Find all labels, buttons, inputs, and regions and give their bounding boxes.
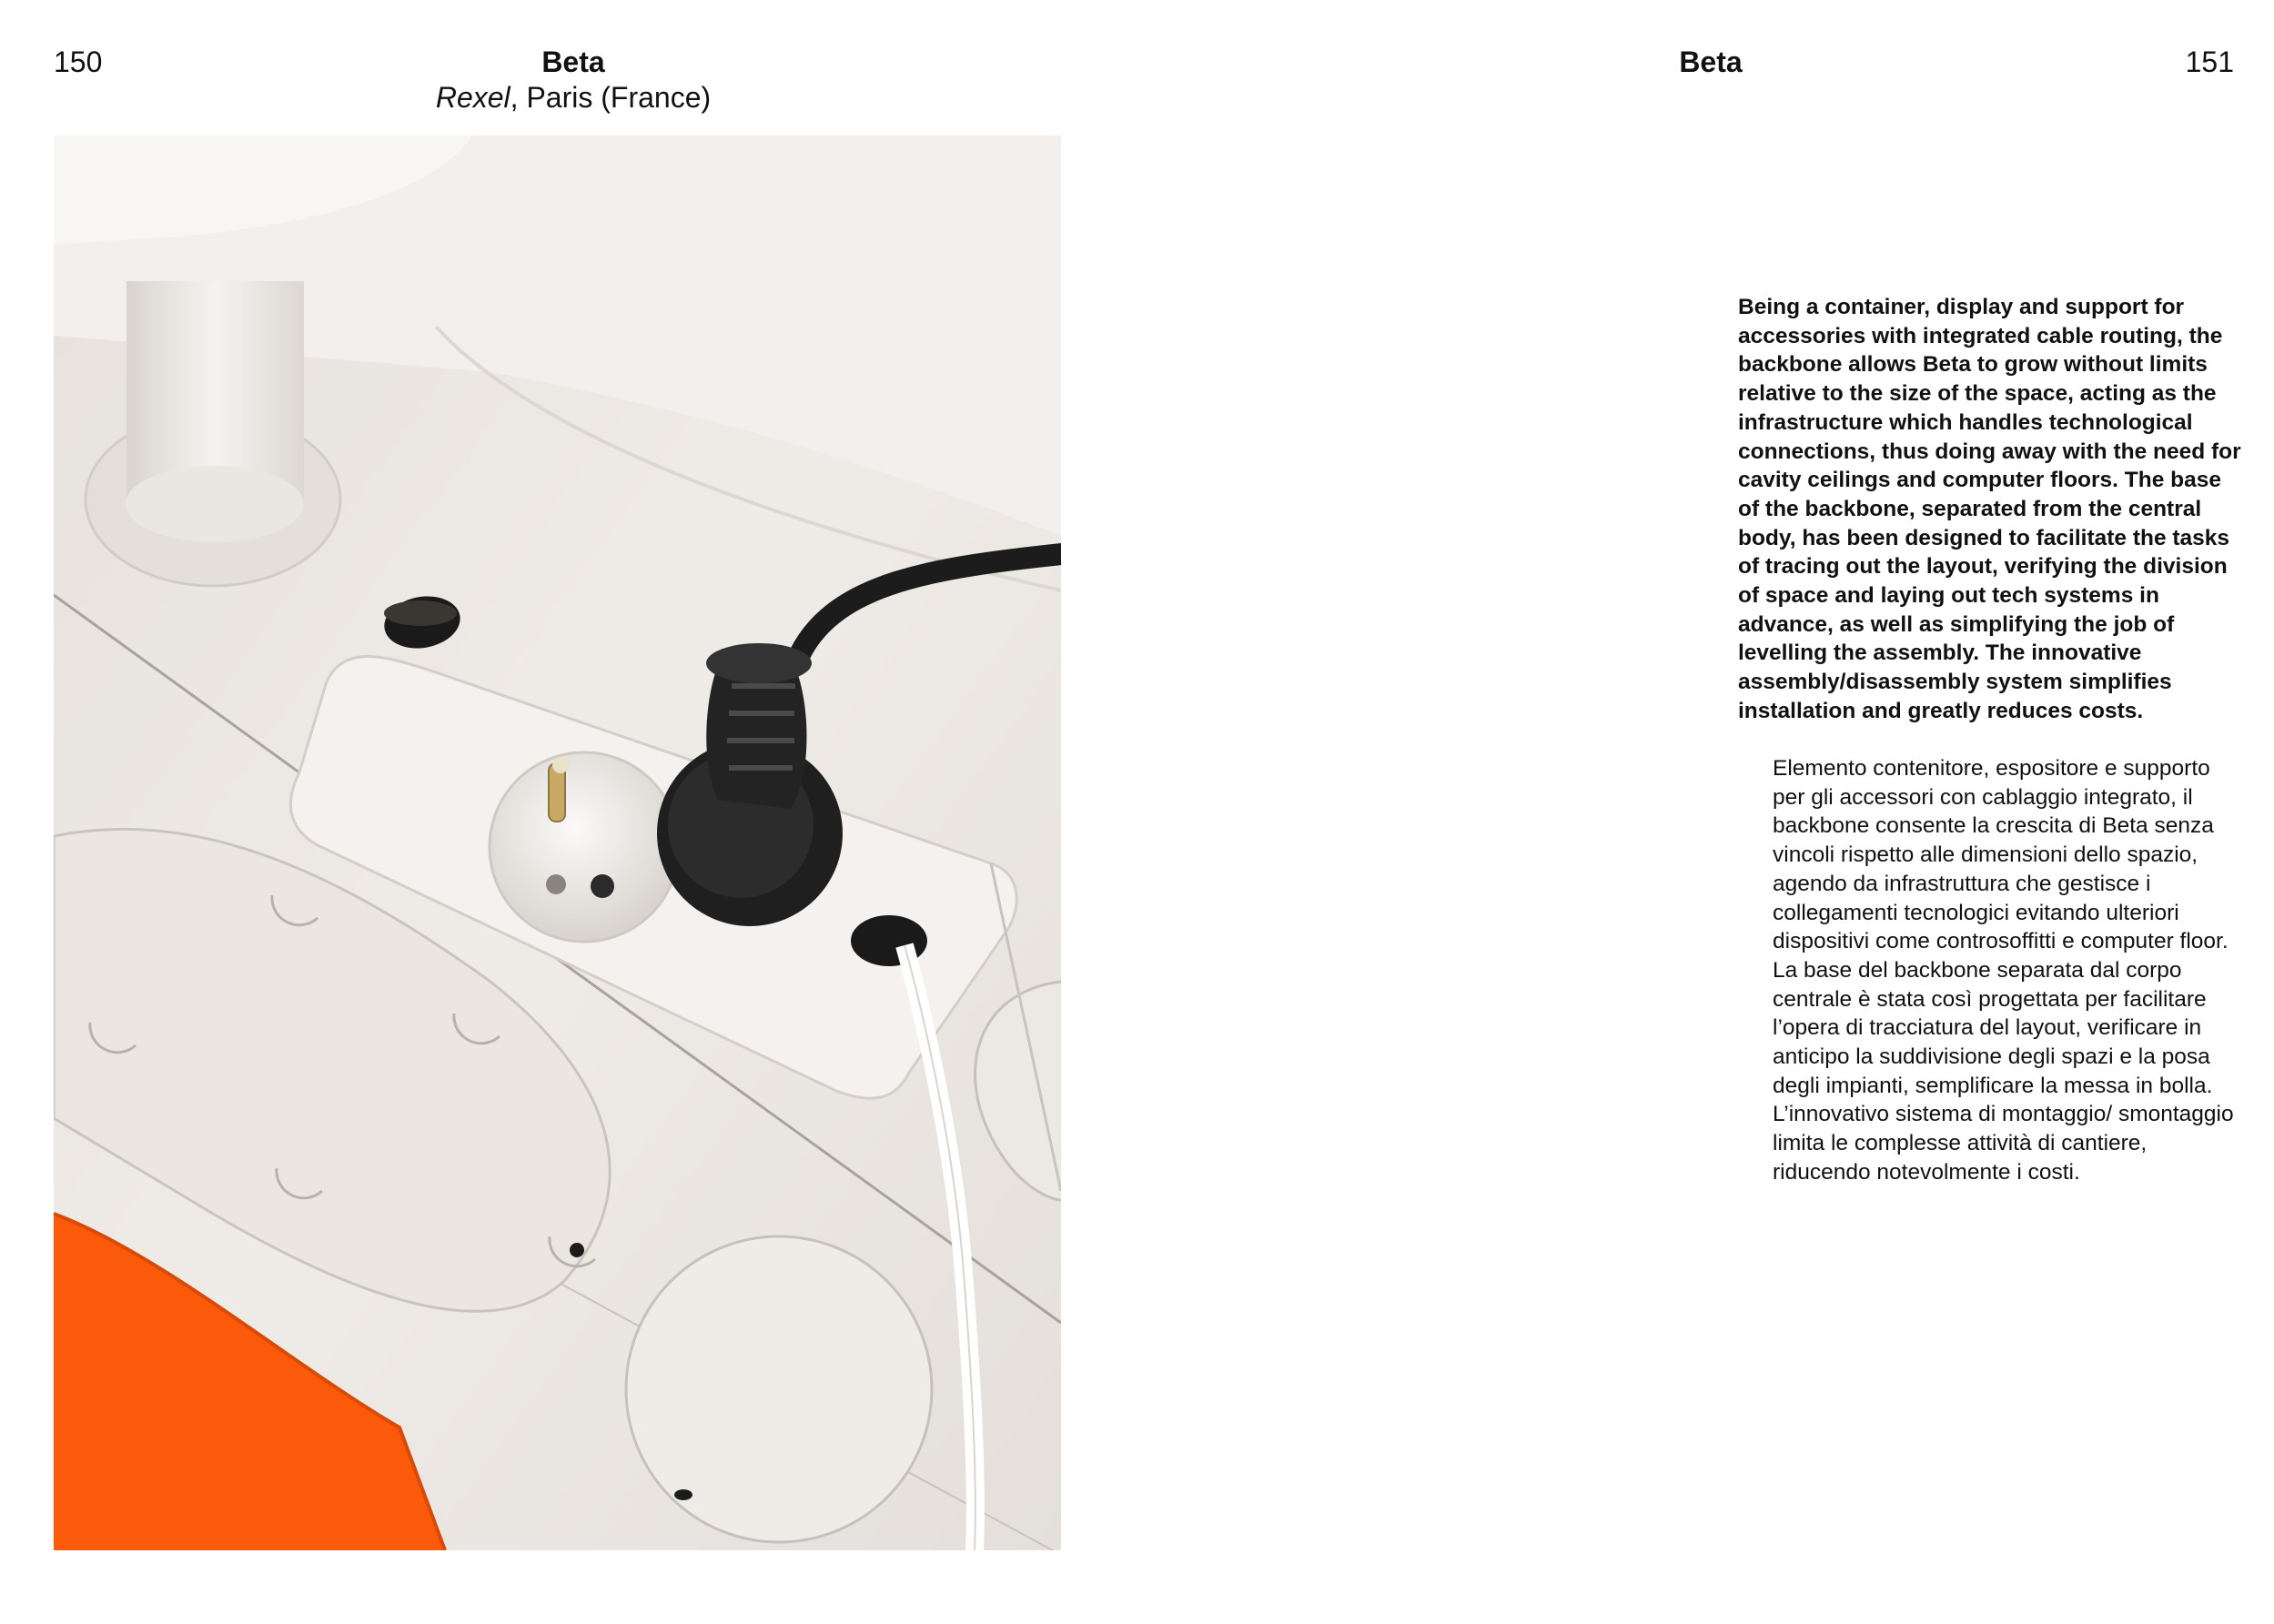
page-subtitle [400,80,746,115]
body-text-italian: Elemento contenitore, espositore e supporto per gli accessori con cablaggio integrato, il backbone consente la crescita di Beta senza vincoli rispetto alle dimensioni dello spazio, agendo da infrastruttura che gestisce i collegamenti tecnologici evitando ulteriori dispositivi come controsoffitti e computer floor. La base del backbone separata dal corpo centrale è stata così progettata per facilitare l’opera di tracciatura del layout, verificare in anticipo la suddivisione degli spazi e la posa degli impianti, semplificare la messa in bolla. L’innovativo sistema di montaggio/ smontaggio limita le complesse attività di cantiere, riducendo notevolmente i costi. [1773,756,2234,1185]
right-title [1620,44,1802,80]
page-title: Beta [541,45,605,78]
page-title-right: Beta [1679,45,1743,78]
left-title-block [400,44,746,115]
page-number-right: 151 [2185,45,2234,78]
page-number-left: 150 [54,45,103,78]
project-location: , Paris (France) [510,81,712,114]
product-photo [54,136,1061,1550]
body-text-english: Being a container, display and support for accessories with integrated cable routing, the backbone allows Beta to grow without limits relative to the size of the space, acting as the infrastructure which handles technological connections, thus doing away with the need for cavity ceilings and computer floors. The base of the backbone, separated from the central body, has been designed to facilitate the tasks of tracing out the layout, verifying the division of space and laying out tech systems in advance, as well as simplifying the job of levelling the assembly. The innovative assembly/disassembly system simplifies installation and greatly reduces costs. [1738,295,2241,723]
client-name: Rexel [435,81,510,114]
